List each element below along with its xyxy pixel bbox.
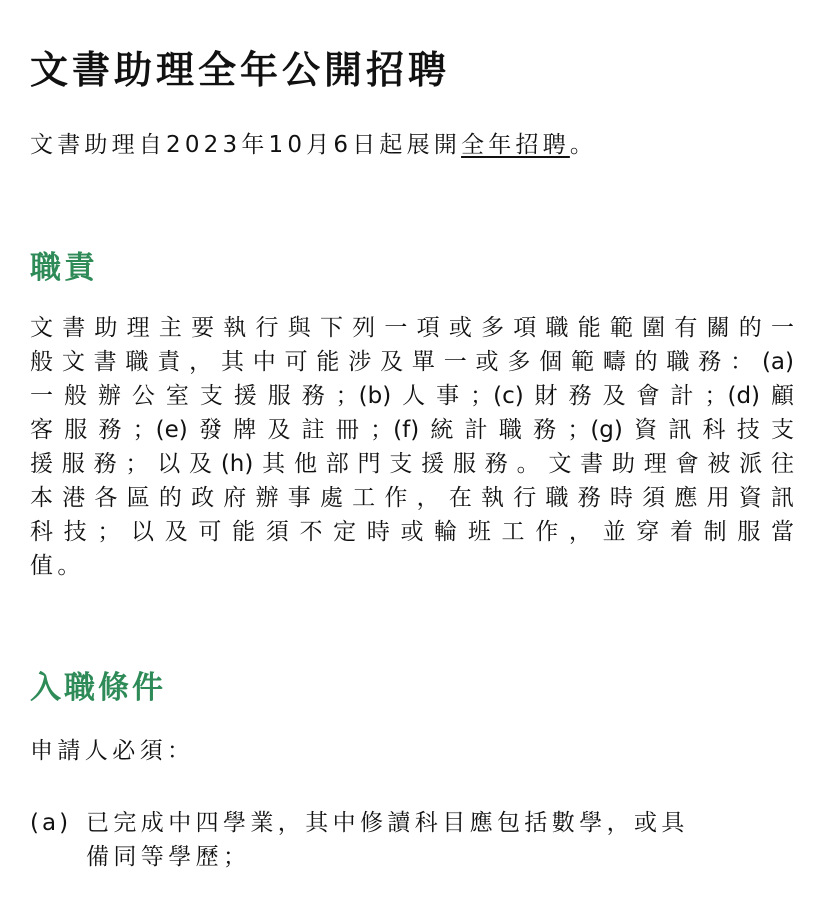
duties-line: 文書助理主要執行與下列一項或多項職能範圍有關的一 [30,315,794,341]
requirements-intro: 申請人必須： [30,738,195,764]
requirement-text [86,806,806,874]
duties-line: 本港各區的政府辦事處工作，在執行職務時須應用資訊 [30,485,794,511]
duties-line: 般文書職責，其中可能涉及單一或多個範疇的職務：(a) [30,349,794,375]
duties-line: 援服務；以及(h)其他部門支援服務。文書助理會被派往 [30,451,794,477]
intro-period: 。 [569,132,598,158]
duties-heading: 職責 [30,250,98,286]
duties-line: 值。 [30,553,85,579]
requirements-heading: 入職條件 [30,670,166,706]
duties-line: 客服務；(e)發牌及註冊；(f)統計職務；(g)資訊科技支 [30,417,794,443]
requirement-marker: (a) [30,810,72,836]
duties-paragraph [30,311,794,583]
page-title: 文書助理全年公開招聘 [30,48,451,92]
duties-line: 科技；以及可能須不定時或輪班工作，並穿着制服當 [30,519,794,545]
requirement-line: 已完成中四學業，其中修讀科目應包括數學，或具 [86,810,689,836]
duties-line: 一般辦公室支援服務；(b)人事；(c)財務及會計；(d)顧 [30,383,794,409]
year-round-recruitment-link[interactable]: 全年招聘 [461,132,570,158]
intro-text: 文書助理自2023年10月6日起展開 [30,132,462,158]
requirement-line: 備同等學歷； [86,844,251,870]
intro-paragraph [30,128,597,162]
